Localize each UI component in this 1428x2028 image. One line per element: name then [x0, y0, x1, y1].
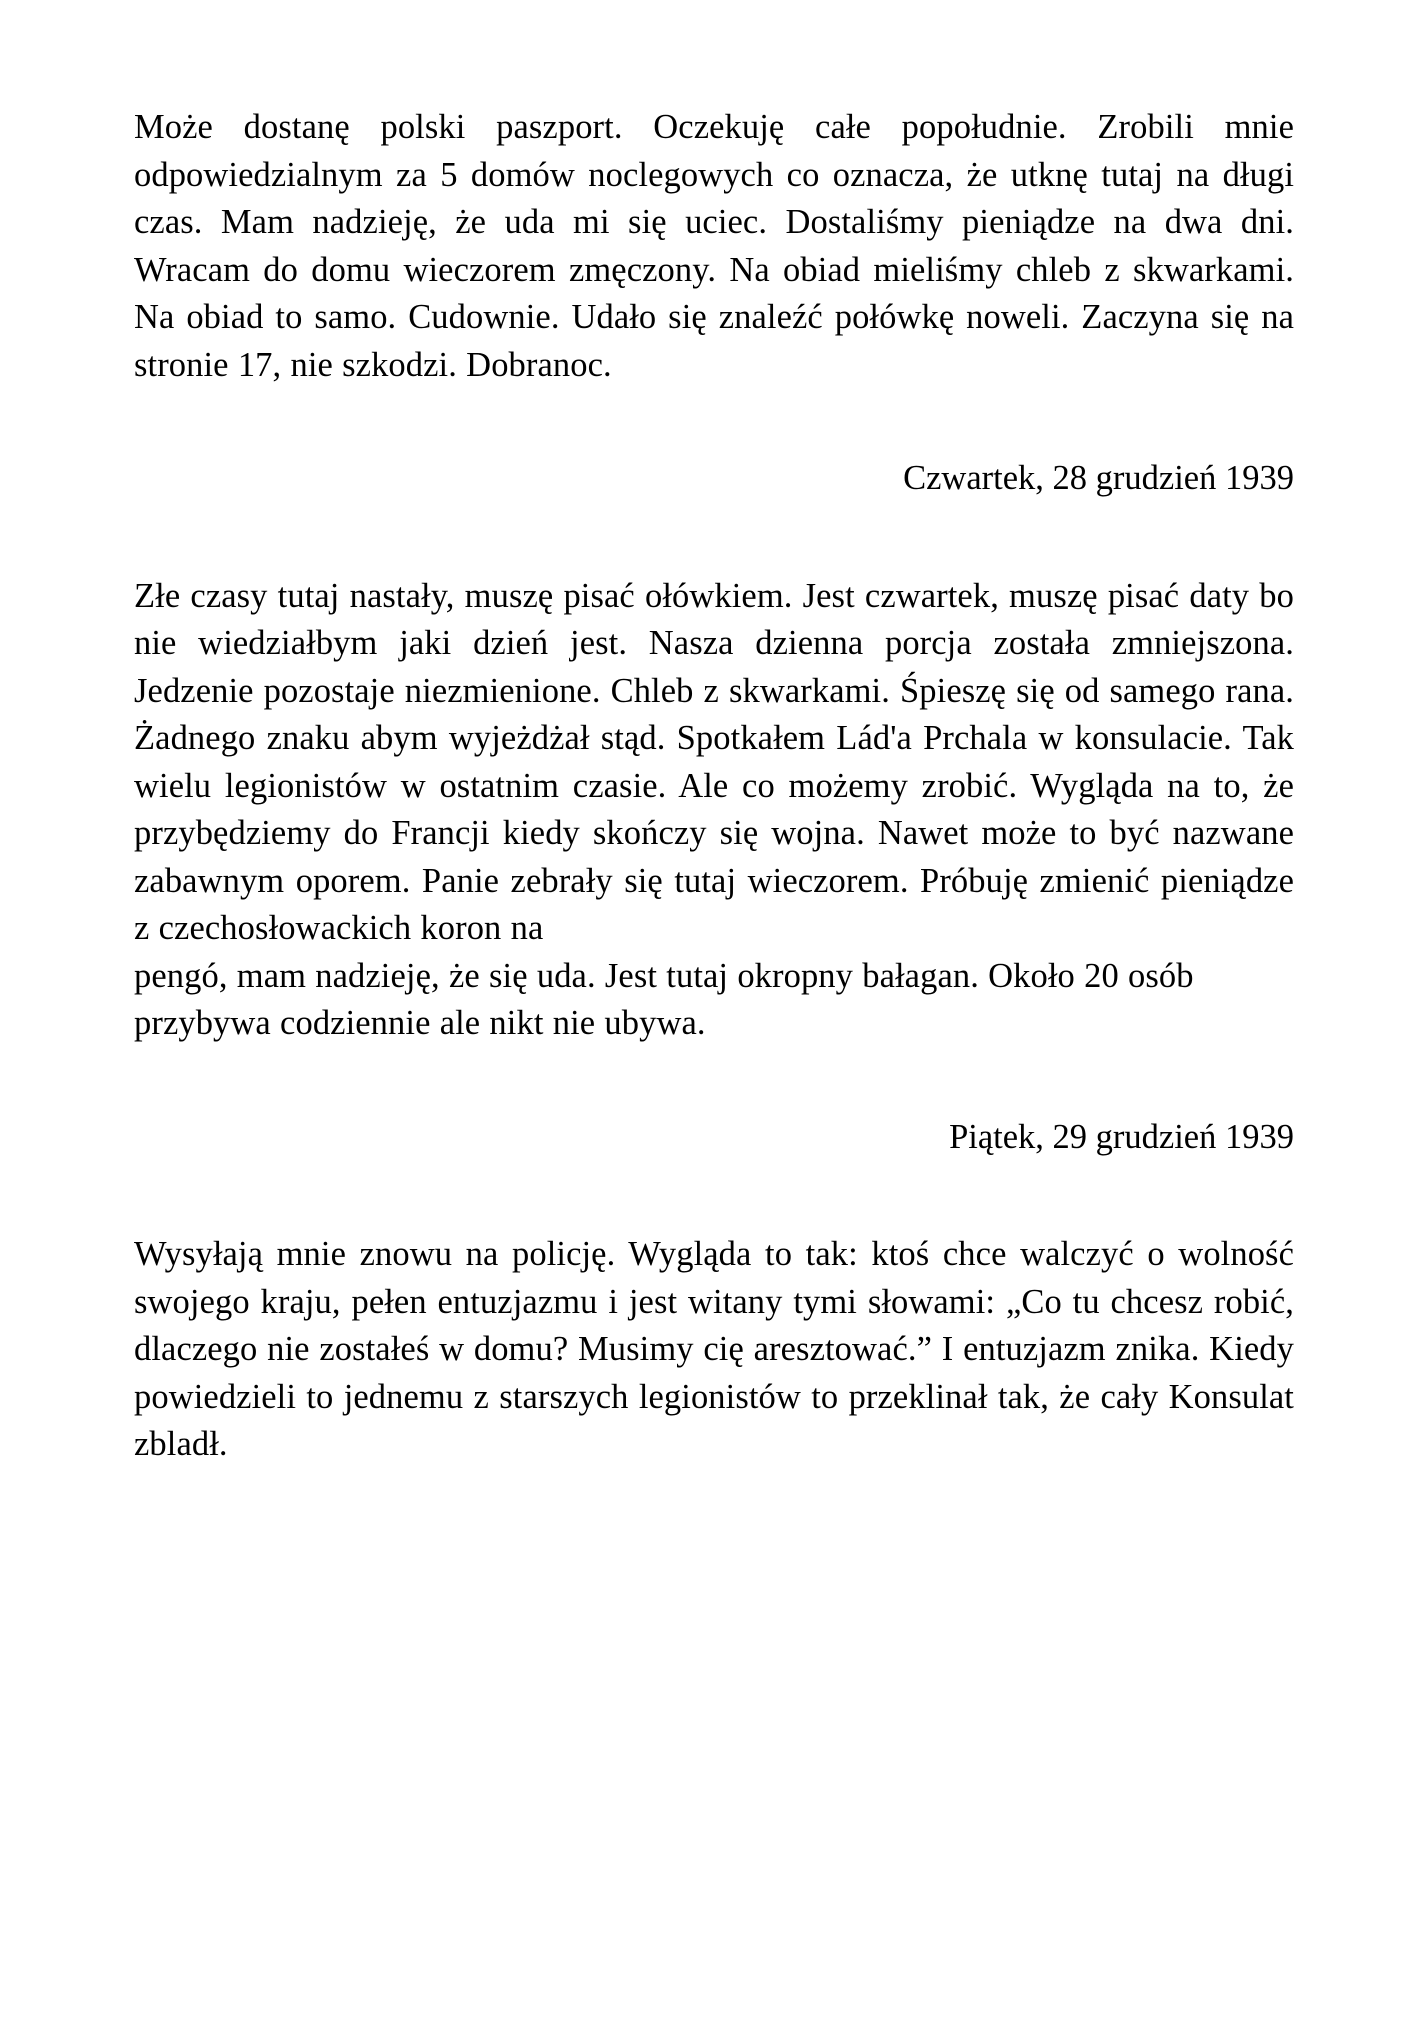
- paragraph-entry-2-body: Złe czasy tutaj nastały, muszę pisać ołówkiem. Jest czwartek, muszę pisać daty bo nie wiedziałbym jaki dzień jest. Nasza dzienna porcja została zmniejszona. Jedzenie pozostaje niezmienione. Chleb z skwarkami. Śpieszę się od samego rana. Żadnego znaku abym wyjeżdżał stąd. Spotkałem Lád'a Prchala w konsulacie. Tak wielu legionistów w ostatnim czasie. Ale co możemy zrobić. Wygląda na to, że przybędziemy do Francji kiedy skończy się wojna. Nawet może to być nazwane zabawnym oporem. Panie zebrały się tutaj wieczorem. Próbuję zmienić pieniądze z czechosłowackich koron na: [134, 576, 1294, 947]
- spacer-before-date-thursday: [134, 389, 1294, 455]
- document-text-column: [134, 104, 1294, 1469]
- date-heading-thursday: Czwartek, 28 grudzień 1939: [903, 459, 1294, 497]
- paragraph-entry-1-body: Może dostanę polski paszport. Oczekuję całe popołudnie. Zrobili mnie odpowiedzialnym za 5 domów noclegowych co oznacza, że utknę tutaj na długi czas. Mam nadzieję, że uda mi się uciec. Dostaliśmy pieniądze na dwa dni. Wracam do domu wieczorem zmęczony. Na obiad mieliśmy chleb z skwarkami. Na obiad to samo. Cudownie. Udało się znaleźć połówkę noweli. Zaczyna się na stronie 17, nie szkodzi. Dobranoc.: [134, 108, 1294, 384]
- date-heading-friday: Piątek, 29 grudzień 1939: [949, 1117, 1294, 1156]
- spacer-after-date-thursday: [134, 503, 1294, 573]
- spacer-before-date-friday: [134, 1048, 1294, 1114]
- spacer-after-date-friday: [134, 1161, 1294, 1231]
- paragraph-entry-2-continuation: pengó, mam nadzieję, że się uda. Jest tutaj okropny bałagan. Około 20 osób przybywa codziennie ale nikt nie ubywa.: [134, 956, 1194, 1042]
- paragraph-entry-3-body: Wysyłają mnie znowu na policję. Wygląda to tak: ktoś chce walczyć o wolność swojego kraju, pełen entuzjazmu i jest witany tymi słowami: „Co tu chcesz robić, dlaczego nie zostałeś w domu? Musimy cię aresztować.” I entuzjazm znika. Kiedy powiedzieli to jednemu z starszych legionistów to przeklinał tak, że cały Konsulat zbladł.: [134, 1235, 1294, 1463]
